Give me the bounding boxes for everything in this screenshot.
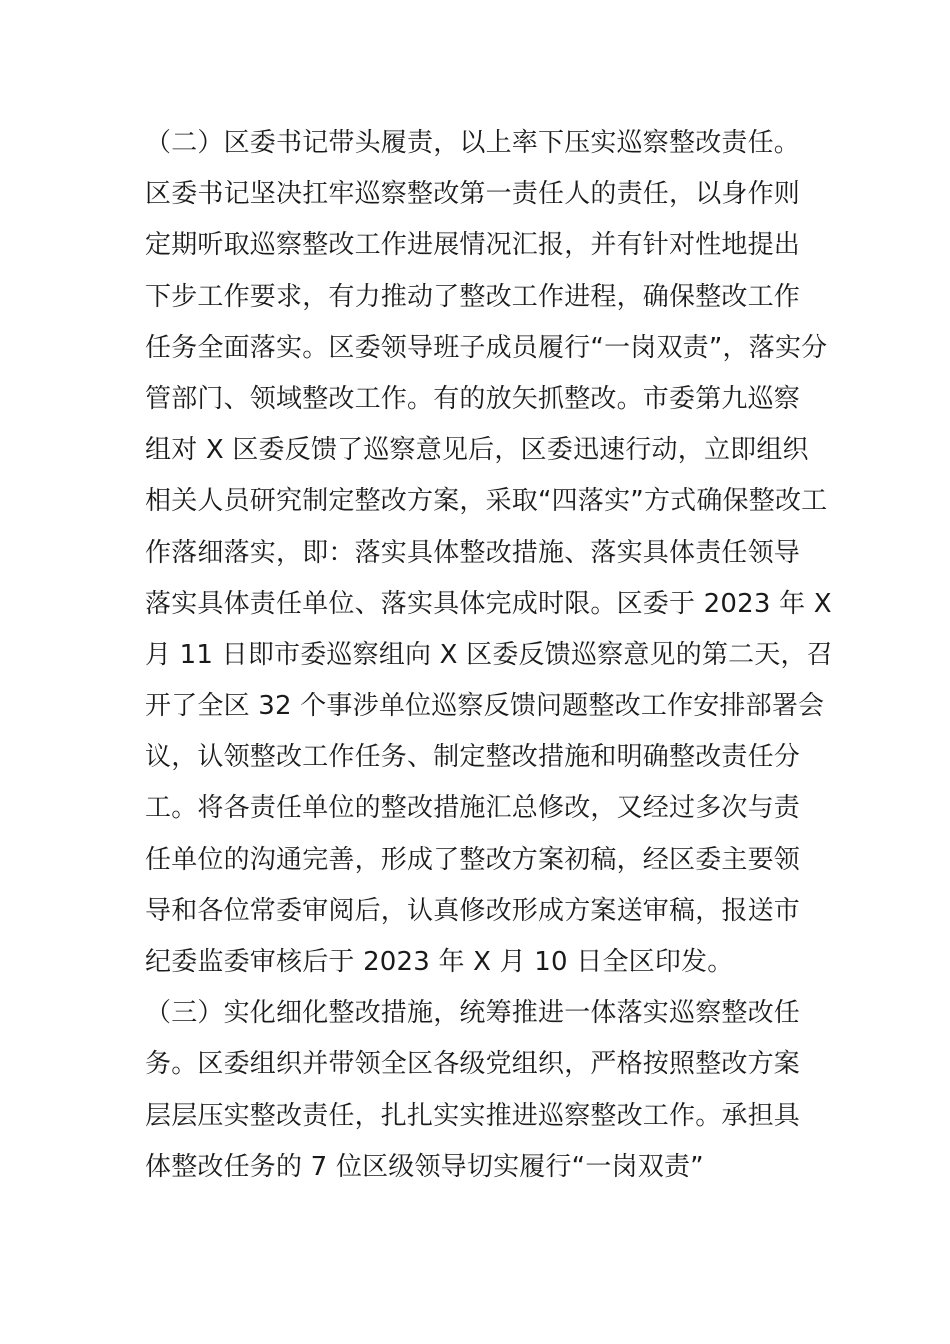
text-line: 导和各位常委审阅后，认真修改形成方案送审稿，报送市	[145, 895, 801, 926]
text-line: 务。区委组织并带领全区各级党组织，严格按照整改方案	[145, 1049, 801, 1080]
text-line: 纪委监委审核后于 2023 年 X 月 10 日全区印发。	[145, 947, 734, 977]
text-line: 组对 X 区委反馈了巡察意见后，区委迅速行动，立即组织	[145, 435, 809, 466]
text-line: 作落细落实，即：落实具体整改措施、落实具体责任领导	[145, 537, 801, 568]
section-heading-2: （二）区委书记带头履责，以上率下压实巡察整改责任。	[145, 128, 801, 158]
text-line: 定期听取巡察整改工作进展情况汇报，并有针对性地提出	[145, 230, 801, 261]
text-line: 落实具体责任单位、落实具体完成时限。区委于 2023 年 X	[145, 588, 832, 619]
text-line: 工。将各责任单位的整改措施汇总修改，又经过多次与责	[145, 793, 801, 824]
text-line: 月 11 日即市委巡察组向 X 区委反馈巡察意见的第二天，召	[145, 639, 833, 670]
document-body	[145, 118, 833, 1193]
text-line: 体整改任务的 7 位区级领导切实履行“一岗双责”	[145, 1151, 704, 1182]
text-line: 相关人员研究制定整改方案，采取“四落实”方式确保整改工	[145, 486, 828, 517]
text-line: 下步工作要求，有力推动了整改工作进程，确保整改工作	[145, 281, 801, 312]
section-heading-3: （三）实化细化整改措施，统筹推进一体落实巡察整改任	[145, 998, 801, 1029]
text-line: 层层压实整改责任，扎扎实实推进巡察整改工作。承担具	[145, 1100, 801, 1131]
text-line: 开了全区 32 个事涉单位巡察反馈问题整改工作安排部署会	[145, 691, 825, 722]
text-line: 任务全面落实。区委领导班子成员履行“一岗双责”，落实分	[145, 332, 828, 363]
text-line: 区委书记坚决扛牢巡察整改第一责任人的责任，以身作则	[145, 179, 801, 210]
text-line: 任单位的沟通完善，形成了整改方案初稿，经区委主要领	[145, 844, 801, 875]
text-line: 议，认领整改工作任务、制定整改措施和明确整改责任分	[145, 742, 801, 773]
text-line: 管部门、领域整改工作。有的放矢抓整改。市委第九巡察	[145, 383, 801, 414]
